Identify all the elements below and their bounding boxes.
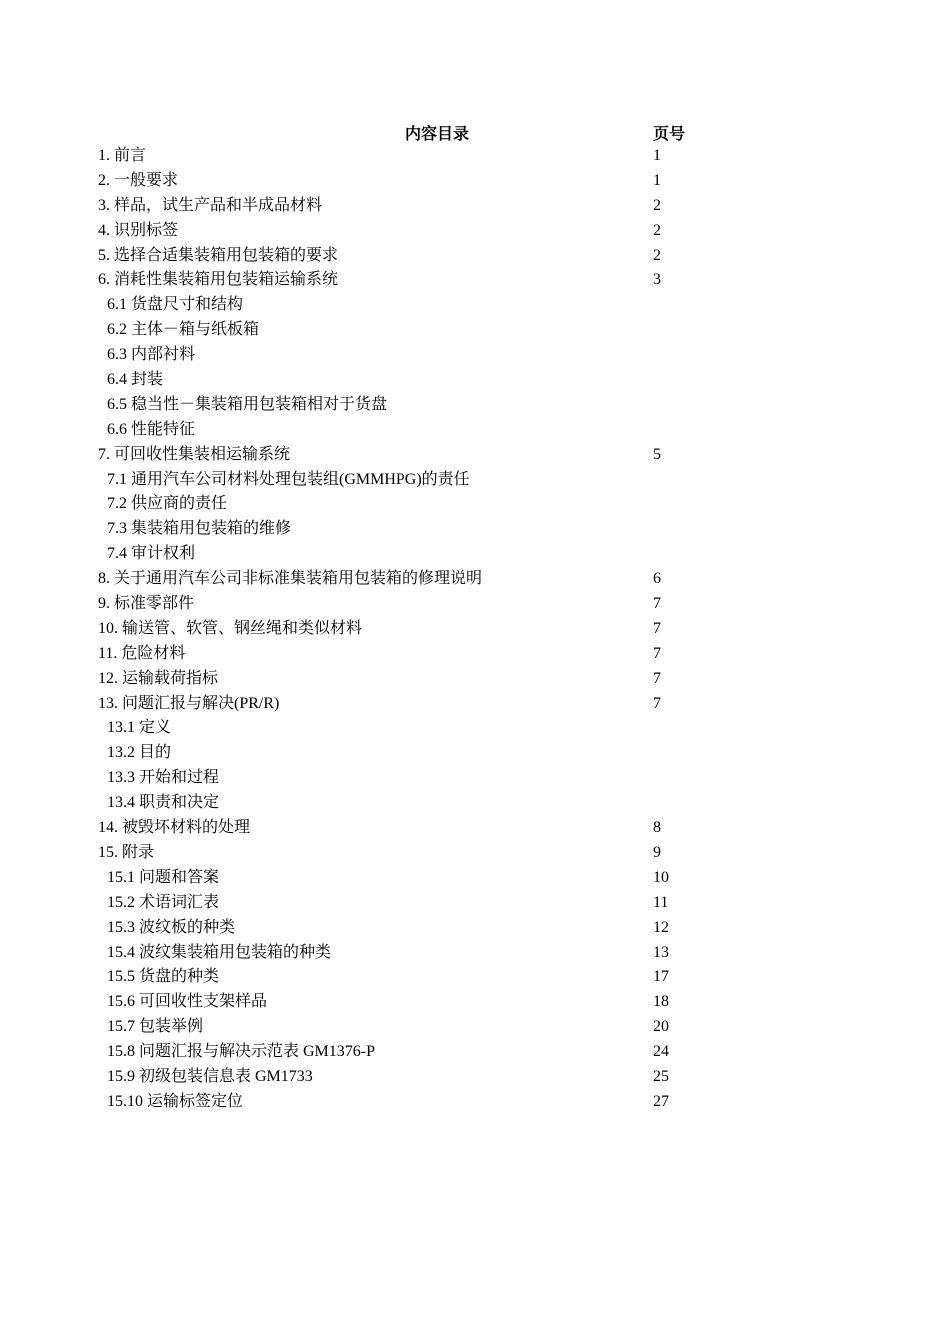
toc-entry[interactable]: [0, 195, 950, 220]
toc-entry[interactable]: [0, 469, 950, 494]
toc-entry-label: 15.6 可回收性支架样品: [107, 993, 268, 1011]
toc-entry[interactable]: [0, 892, 950, 917]
toc-entry-page: 25: [653, 1067, 669, 1085]
toc-entry-label: 6.5 稳当性－集装箱用包装箱相对于货盘: [107, 395, 388, 413]
toc-entry-label: 15.1 问题和答案: [107, 868, 220, 886]
toc-entry-label: 2. 一般要求: [98, 171, 179, 189]
toc-entry-label: 7. 可回收性集装相运输系统: [98, 445, 291, 463]
toc-entry[interactable]: [0, 668, 950, 693]
toc-entry[interactable]: [0, 344, 950, 369]
toc-entry-page: 13: [653, 943, 669, 961]
toc-entry-page: 2: [653, 221, 661, 239]
toc-entry[interactable]: [0, 817, 950, 842]
toc-entry-label: 6. 消耗性集装箱用包装箱运输系统: [98, 271, 339, 289]
toc-entry[interactable]: [0, 245, 950, 270]
toc-entry[interactable]: [0, 693, 950, 718]
toc-entry-list: [0, 145, 950, 1116]
toc-entry-label: 15.10 运输标签定位: [107, 1092, 244, 1110]
toc-entry[interactable]: [0, 842, 950, 867]
toc-entry-page: 1: [653, 147, 661, 164]
toc-entry-label: 11. 危险材料: [98, 644, 186, 662]
toc-entry[interactable]: [0, 170, 950, 195]
toc-entry-label: 6.4 封装: [107, 371, 164, 389]
toc-entry-page: 20: [653, 1018, 669, 1036]
toc-entry-label: 15.2 术语词汇表: [107, 893, 220, 911]
toc-entry[interactable]: [0, 269, 950, 294]
toc-entry-label: 4. 识别标签: [98, 221, 179, 239]
toc-entry-page: 24: [653, 1043, 669, 1061]
toc-entry-label: 6.2 主体－箱与纸板箱: [107, 321, 260, 339]
toc-entry-label: 13.3 开始和过程: [107, 769, 220, 787]
toc-entry[interactable]: [0, 792, 950, 817]
toc-entry-page: 18: [653, 993, 669, 1011]
toc-entry-label: 13.4 职责和决定: [107, 794, 220, 812]
toc-entry[interactable]: [0, 394, 950, 419]
toc-entry-label: 5. 选择合适集装箱用包装箱的要求: [98, 246, 339, 264]
toc-entry-page: 11: [653, 893, 669, 911]
toc-entry[interactable]: [0, 867, 950, 892]
toc-entry-label: 15.5 货盘的种类: [107, 968, 220, 986]
toc-entry[interactable]: [0, 717, 950, 742]
toc-entry[interactable]: [0, 1041, 950, 1066]
toc-entry[interactable]: [0, 1091, 950, 1116]
toc-entry[interactable]: [0, 294, 950, 319]
toc-entry[interactable]: [0, 618, 950, 643]
toc-entry[interactable]: [0, 966, 950, 991]
toc-entry-label: 15. 附录: [98, 843, 155, 861]
toc-entry-page: 8: [653, 819, 661, 837]
toc-title: 内容目录: [405, 126, 470, 143]
toc-entry[interactable]: [0, 419, 950, 444]
toc-entry-label: 1. 前言: [98, 147, 147, 164]
toc-entry[interactable]: [0, 568, 950, 593]
toc-entry[interactable]: [0, 369, 950, 394]
toc-header: [0, 121, 950, 143]
toc-entry-label: 7.1 通用汽车公司材料处理包装组(GMMHPG)的责任: [107, 470, 470, 488]
toc-entry-label: 13. 问题汇报与解决(PR/R): [98, 694, 280, 712]
toc-entry[interactable]: [0, 493, 950, 518]
toc-entry-label: 15.4 波纹集装箱用包装箱的种类: [107, 943, 332, 961]
toc-entry-page: 5: [653, 445, 661, 463]
toc-entry-page: 9: [653, 843, 661, 861]
toc-entry-page: 2: [653, 196, 661, 214]
toc-entry-page: 7: [653, 619, 661, 637]
toc-entry[interactable]: [0, 518, 950, 543]
toc-entry[interactable]: [0, 319, 950, 344]
toc-entry-label: 12. 运输载荷指标: [98, 669, 219, 687]
toc-entry-label: 9. 标准零部件: [98, 595, 195, 613]
toc-entry[interactable]: [0, 942, 950, 967]
toc-entry-page: 6: [653, 570, 661, 588]
toc-entry-label: 7.4 审计权利: [107, 545, 196, 563]
toc-entry-page: 7: [653, 644, 661, 662]
toc-entry[interactable]: [0, 593, 950, 618]
toc-entry-label: 15.7 包装举例: [107, 1018, 204, 1036]
toc-entry-label: 6.1 货盘尺寸和结构: [107, 296, 244, 314]
toc-entry[interactable]: [0, 444, 950, 469]
toc-entry-page: 1: [653, 171, 661, 189]
toc-entry-page: 12: [653, 918, 669, 936]
toc-entry[interactable]: [0, 145, 950, 170]
toc-entry-label: 8. 关于通用汽车公司非标准集装箱用包装箱的修理说明: [98, 570, 483, 588]
toc-entry-page: 2: [653, 246, 661, 264]
toc-entry-label: 15.9 初级包装信息表 GM1733: [107, 1067, 313, 1085]
toc-entry-label: 3. 样品，试生产品和半成品材料: [98, 196, 323, 214]
toc-entry-page: 17: [653, 968, 669, 986]
toc-entry-page: 7: [653, 694, 661, 712]
toc-entry-label: 14. 被毁坏材料的处理: [98, 819, 251, 837]
toc-entry-label: 7.2 供应商的责任: [107, 495, 228, 513]
toc-entry-label: 6.6 性能特征: [107, 420, 196, 438]
toc-entry-label: 13.2 目的: [107, 744, 172, 762]
toc-entry-page: 7: [653, 669, 661, 687]
toc-entry[interactable]: [0, 1016, 950, 1041]
toc-entry-label: 7.3 集装箱用包装箱的维修: [107, 520, 292, 538]
toc-entry-label: 6.3 内部衬料: [107, 346, 196, 364]
toc-entry[interactable]: [0, 991, 950, 1016]
toc-entry[interactable]: [0, 767, 950, 792]
toc-entry-label: 15.8 问题汇报与解决示范表 GM1376-P: [107, 1043, 376, 1061]
toc-entry-label: 10. 输送管、软管、钢丝绳和类似材料: [98, 619, 363, 637]
toc-entry-page: 10: [653, 868, 669, 886]
toc-entry-page: 27: [653, 1092, 669, 1110]
toc-entry-page: 7: [653, 595, 661, 613]
toc-entry-label: 15.3 波纹板的种类: [107, 918, 236, 936]
toc-entry[interactable]: [0, 220, 950, 245]
toc-entry[interactable]: [0, 1066, 950, 1091]
toc-entry[interactable]: [0, 917, 950, 942]
toc-entry[interactable]: [0, 543, 950, 568]
page-number-header: 页号: [653, 126, 686, 143]
toc-entry-label: 13.1 定义: [107, 719, 172, 737]
toc-entry-page: 3: [653, 271, 661, 289]
toc-entry[interactable]: [0, 742, 950, 767]
toc-entry[interactable]: [0, 643, 950, 668]
